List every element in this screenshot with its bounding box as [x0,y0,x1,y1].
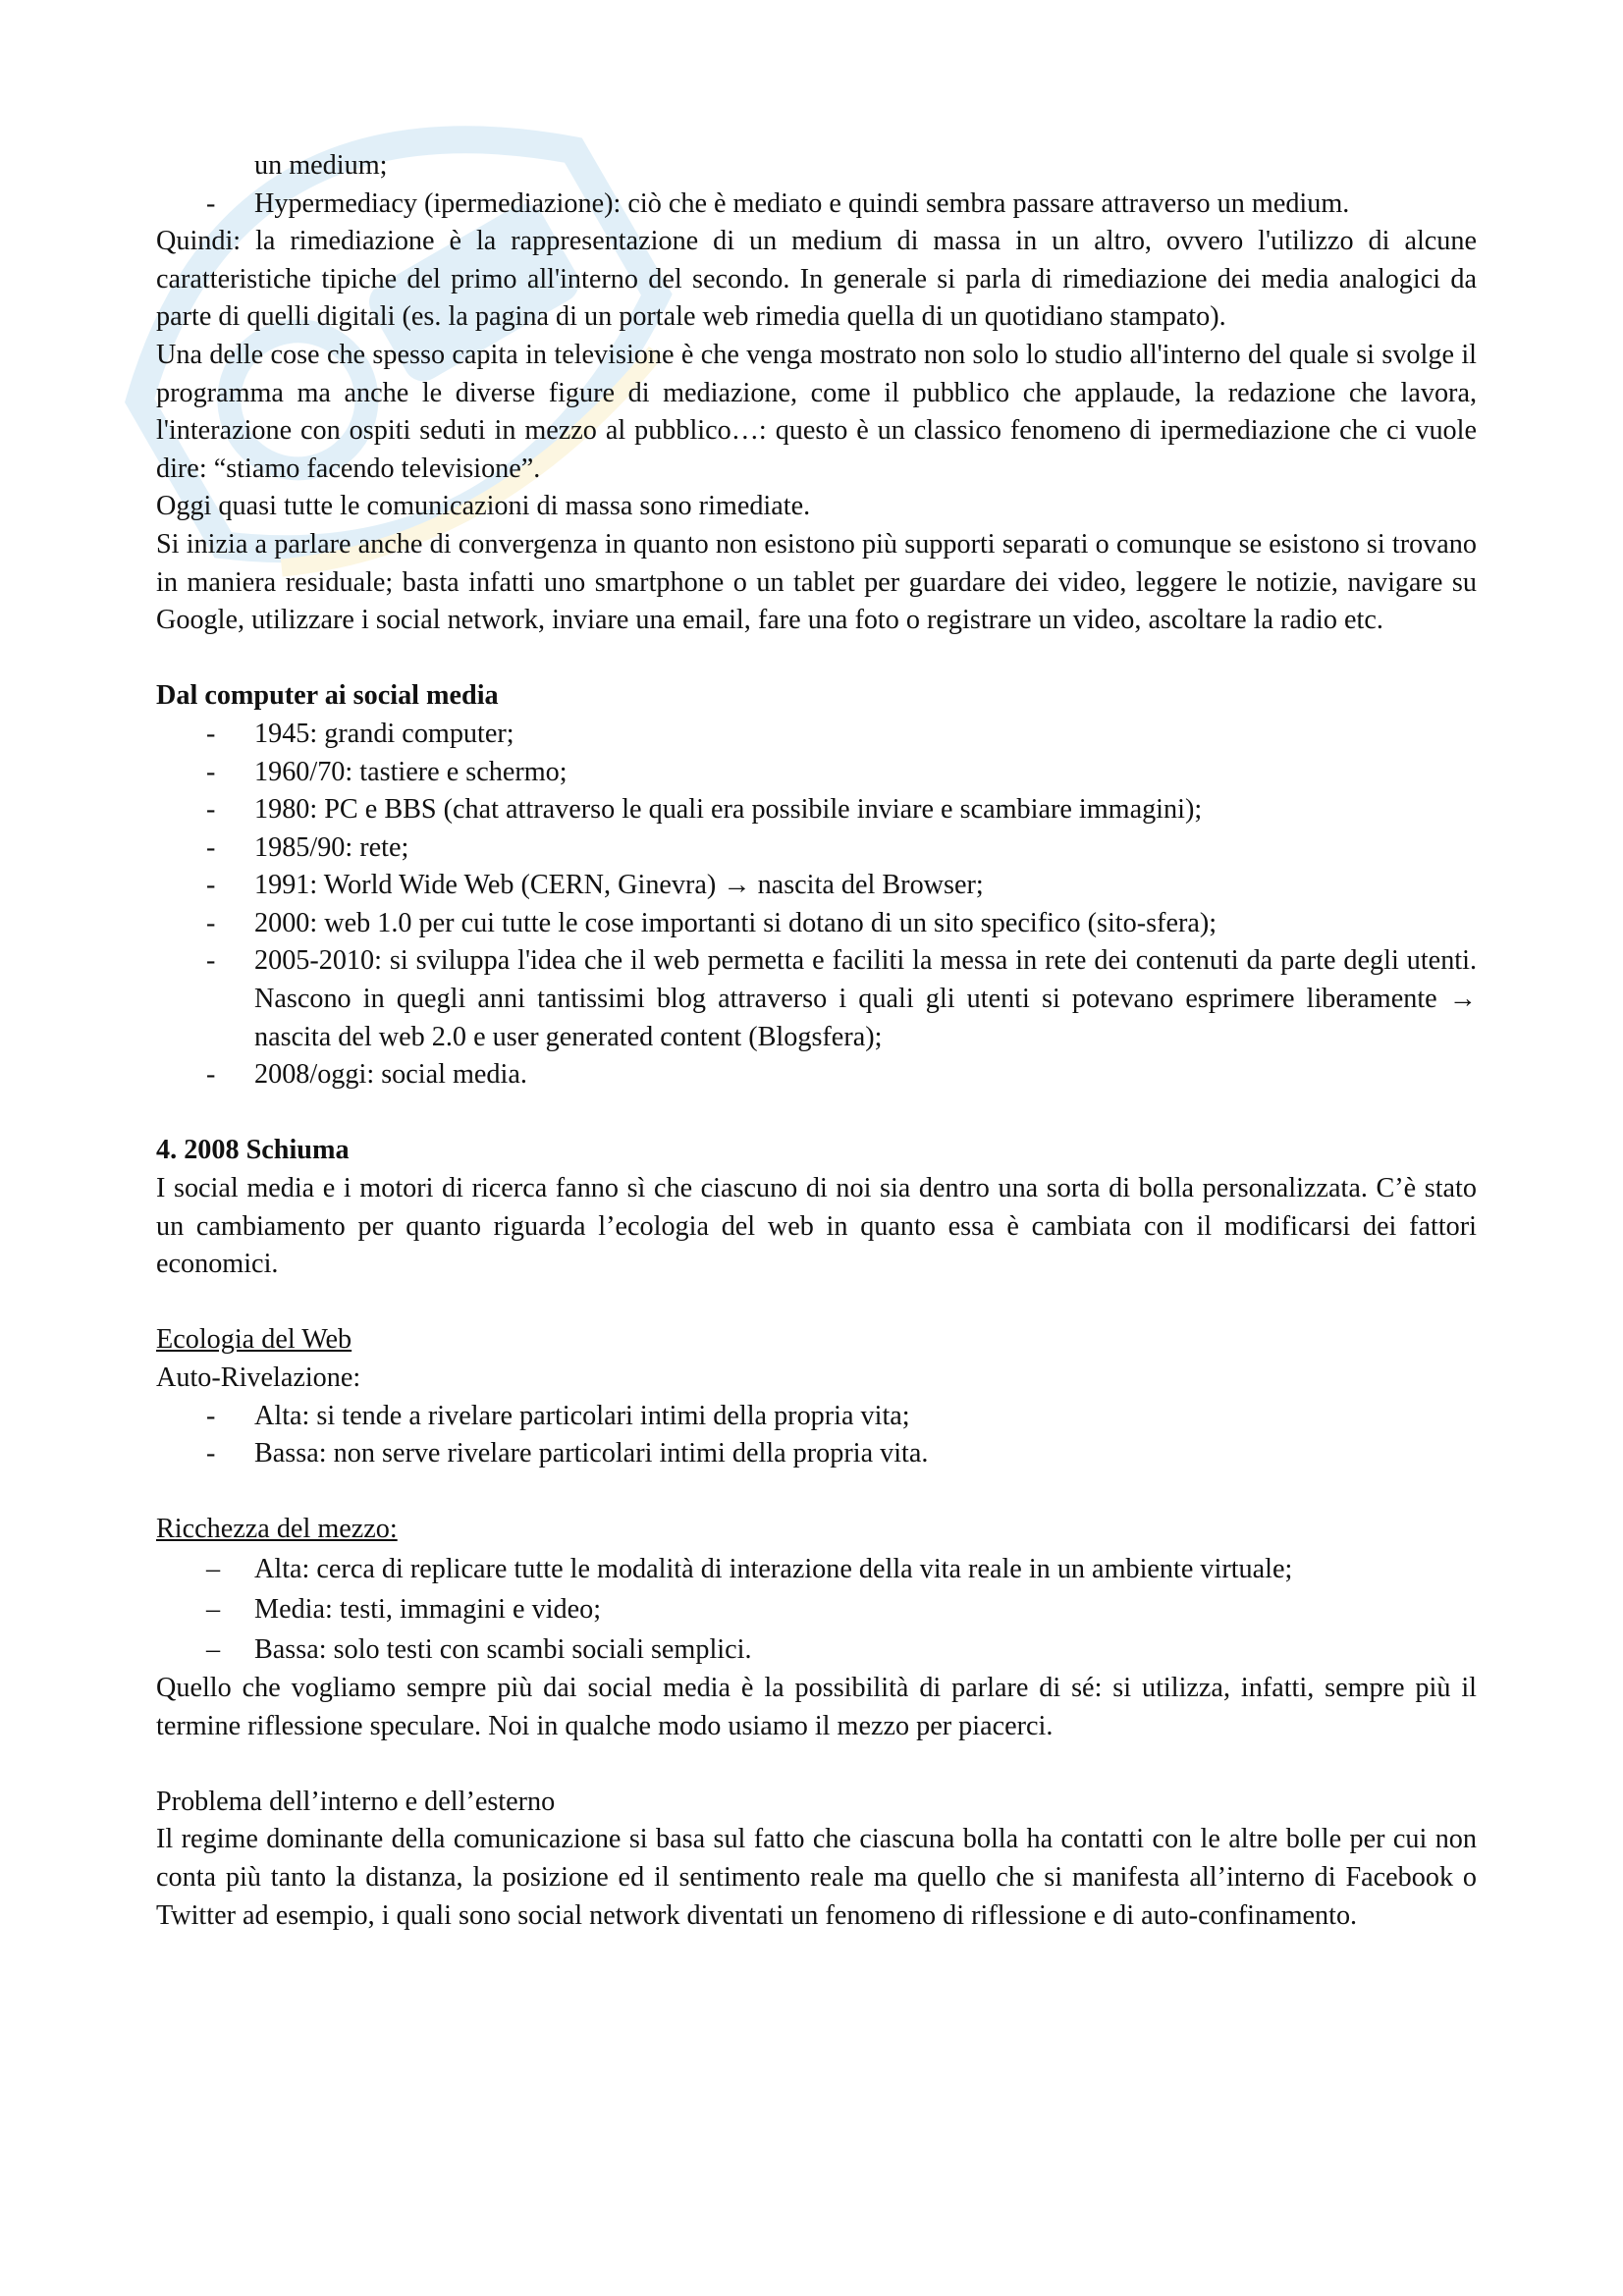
timeline-list [156,716,1477,1095]
paragraph: Oggi quasi tutte le comunicazioni di massa sono rimediate. [156,491,811,522]
subsection-heading: Ecologia del Web [156,1324,352,1356]
paragraph: Il regime dominante della comunicazione si basa sul fatto che ciascuna bolla ha contatti con le altre bolle per cui non conta più tanto la distanza, la posizione ed il sentimento reale ma quello che si manifesta all’interno di Facebook o Twitter ad esempio, i quali sono social network diventati un fenomeno di riflessione e di auto-confinamento. [156,1824,1477,1931]
paragraph: Quello che vogliamo sempre più dai social media è la possibilità di parlare di sé: si utilizza, infatti, sempre più il termine riflessione speculare. Noi in qualche modo usiamo il mezzo per piacerci. [156,1672,1477,1741]
list-item: - 1991: World Wide Web (CERN, Ginevra) → nascita del Browser; [206,870,984,901]
subsection-label: Auto-Rivelazione: [156,1362,361,1393]
list-item: - Hypermediacy (ipermediazione): ciò che è mediato e quindi sembra passare attraverso un medium. [206,187,1350,219]
intro-bullet-list [156,186,1477,224]
paragraph: Si inizia a parlare anche di convergenza in quanto non esistono più supporti separati o comunque se esistono si trovano in maniera residuale; basta infatti uno smartphone o un tablet per guardare dei video, leggere le notizie, navigare su Google, utilizzare i social network, inviare una email, fare una foto o registrare un video, ascoltare la radio etc. [156,528,1477,636]
list-item: – Bassa: solo testi con scambi sociali semplici. [206,1633,752,1665]
list-item: - 1960/70: tastiere e schermo; [206,756,568,787]
list-item: - 2005-2010: si sviluppa l'idea che il web permetta e faciliti la messa in rete dei contenuti da parte degli utenti. Nascono in quegli anni tantissimi blog attraverso i quali gli utenti si potevano esprimere liberamente → nascita del web 2.0 e user generated content (Blogsfera); [206,945,1477,1052]
list-item: - 1980: PC e BBS (chat attraverso le quali era possibile inviare e scambiare immagini); [206,794,1203,826]
list-item: - 2008/oggi: social media. [206,1059,527,1091]
carry-over-line: un medium; [254,150,388,181]
list-item: – Media: testi, immagini e video; [206,1593,602,1625]
paragraph: Quindi: la rimediazione è la rappresentazione di un medium di massa in un altro, ovvero l'utilizzo di alcune caratteristiche tipiche del primo all'interno del secondo. In generale si parla di rimediazione dei media analogici da parte di quelli digitali (es. la pagina di un portale web rimedia quella di un quotidiano stampato). [156,226,1477,333]
list-item: - Bassa: non serve rivelare particolari intimi della propria vita. [206,1438,929,1469]
subsection-heading: Problema dell’interno e dell’esterno [156,1786,556,1817]
document-page [156,147,1477,1935]
list-item: - 2000: web 1.0 per cui tutte le cose importanti si dotano di un sito specifico (sito-sfera); [206,907,1217,938]
paragraph: I social media e i motori di ricerca fanno sì che ciascuno di noi sia dentro una sorta di bolla personalizzata. C’è stato un cambiamento per quanto riguarda l’ecologia del web in quanto essa è cambiata con il modificarsi dei fattori economici. [156,1173,1477,1280]
list-item: - 1985/90: rete; [206,831,409,863]
auto-rivelazione-list [156,1398,1477,1473]
ricchezza-list [156,1549,1477,1670]
section-heading: Dal computer ai social media [156,680,499,712]
list-item: - Alta: si tende a rivelare particolari intimi della propria vita; [206,1400,910,1431]
list-item: - 1945: grandi computer; [206,718,514,749]
paragraph: Una delle cose che spesso capita in televisione è che venga mostrato non solo lo studio all'interno del quale si svolge il programma ma anche le diverse figure di mediazione, come il pubblico che applaude, la redazione che lavora, l'interazione con ospiti seduti in mezzo al pubblico…: questo è un classico fenomeno di ipermediazione che ci vuole dire: “stiamo facendo televisione”. [156,339,1477,484]
list-item: – Alta: cerca di replicare tutte le modalità di interazione della vita reale in un ambiente virtuale; [206,1553,1293,1584]
subsection-heading: Ricchezza del mezzo: [156,1514,398,1545]
section-heading: 4. 2008 Schiuma [156,1135,350,1166]
